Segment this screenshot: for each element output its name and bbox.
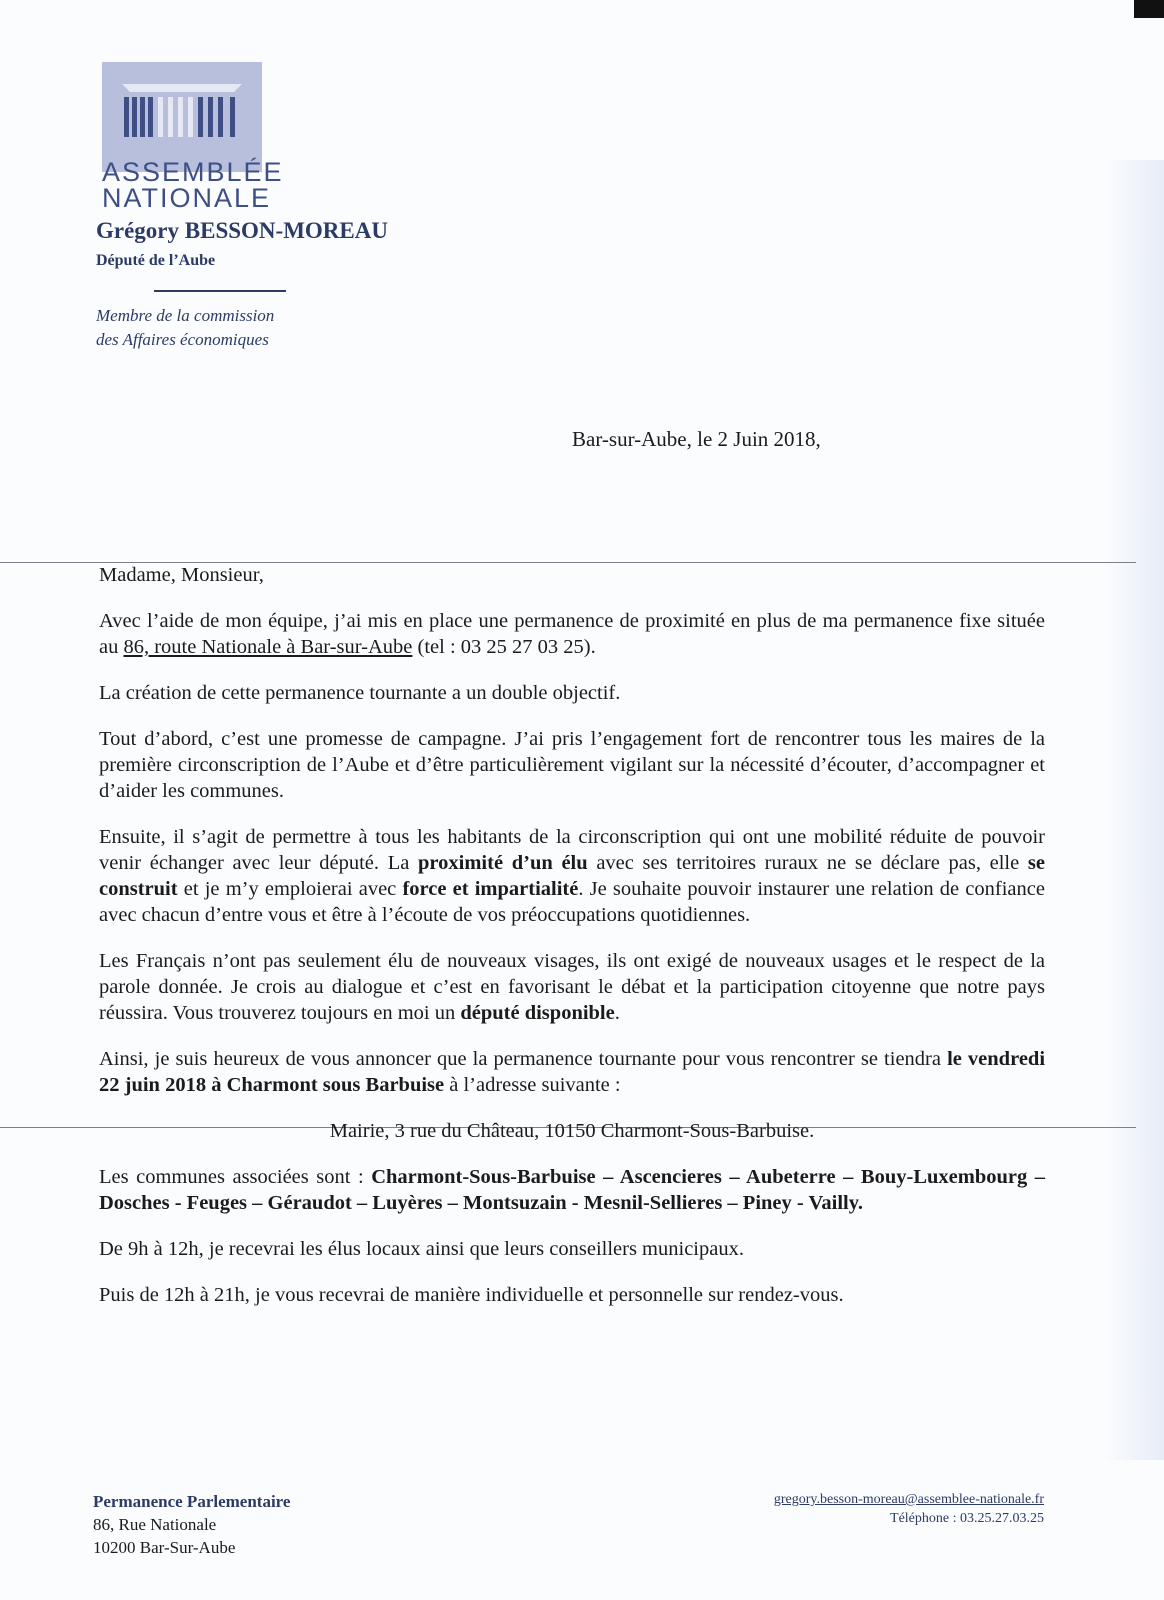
paragraph-6	[99, 1046, 1045, 1098]
paragraph-communes	[99, 1164, 1045, 1216]
mp-title: Député de l’Aube	[96, 252, 216, 269]
letter-date: Bar-sur-Aube, le 2 Juin 2018,	[572, 427, 821, 451]
logo-text-nationale: NATIONALE	[102, 183, 272, 213]
p1-phone: (tel : 03 25 27 03 25).	[412, 636, 596, 658]
letter-body	[99, 562, 1045, 1328]
paragraph-afternoon: Puis de 12h à 21h, je vous recevrai de manière individuelle et personnelle sur rendez-vous.	[99, 1284, 844, 1306]
commission-membership	[96, 304, 274, 352]
commission-line-2: des Affaires économiques	[96, 330, 269, 349]
p4-text-c: avec ses territoires ruraux ne se déclare pas, elle	[587, 852, 1028, 874]
p1-text: Avec l’aide de mon équipe, j’ai mis en place une permanence de proximité en plus de ma permanence fixe située au	[99, 610, 1045, 658]
p4-text-e: et je m’y emploierai avec	[177, 878, 403, 900]
colonnade-icon	[102, 62, 262, 172]
footer-city: 10200 Bar-Sur-Aube	[93, 1538, 236, 1557]
paragraph-5	[99, 948, 1045, 1026]
salutation: Madame, Monsieur,	[99, 564, 264, 586]
p4-bold-construit: se construit	[99, 852, 1045, 900]
logo-text-assemblee: ASSEMBLÉE	[102, 157, 284, 187]
paragraph-3: Tout d’abord, c’est une promesse de campagne. J’ai pris l’engagement fort de rencontrer tous les maires de la première circonscription de l’Aube et d’être particulièrement vigilant sur la nécessité d’écouter, d’accompagner et d’aider les communes.	[99, 728, 1045, 802]
footer-phone: Téléphone : 03.25.27.03.25	[890, 1511, 1044, 1526]
communes-list: Charmont-Sous-Barbuise – Ascencieres – Aubeterre – Bouy-Luxembourg – Dosches - Feuges – Géraudot – Luyères – Montsuzain - Mesnil-Sellieres – Piney - Vailly.	[99, 1166, 1045, 1214]
footer-street: 86, Rue Nationale	[93, 1515, 217, 1534]
mp-name: Grégory BESSON-MOREAU	[96, 218, 388, 243]
footer-office	[93, 1490, 290, 1559]
paragraph-4	[99, 824, 1045, 928]
commission-line-1: Membre de la commission	[96, 306, 275, 325]
header-divider	[154, 290, 286, 292]
footer-email-link[interactable]: gregory.besson-moreau@assemblee-nationale.fr	[773, 1492, 1044, 1507]
communes-label: Les communes associées sont :	[99, 1166, 372, 1188]
assemblee-nationale-logo	[102, 62, 262, 172]
p6-text-c: à l’adresse suivante :	[444, 1074, 621, 1096]
logo-emblem-box	[102, 62, 262, 172]
footer-office-label: Permanence Parlementaire	[93, 1492, 291, 1511]
p5-text-c: .	[614, 1002, 620, 1024]
p4-bold-impartialite: force et impartialité	[402, 878, 579, 900]
p4-text-a: Ensuite, il s’agit de permettre à tous les habitants de la circonscription qui ont une mobilité réduite de pouvoir venir échanger avec leur député. La	[99, 826, 1045, 874]
paragraph-1	[99, 608, 1045, 660]
p6-text-a: Ainsi, je suis heureux de vous annoncer que la permanence tournante pour vous rencontrer se tiendra	[99, 1048, 948, 1070]
footer-contact	[774, 1490, 1044, 1528]
scan-tint	[1104, 160, 1164, 1460]
p4-bold-proximite: proximité d’un élu	[418, 852, 588, 874]
p5-bold-depute: député disponible	[460, 1002, 615, 1024]
paragraph-2: La création de cette permanence tournante a un double objectif.	[99, 682, 621, 704]
office-address: 86, route Nationale à Bar-sur-Aube	[123, 636, 413, 658]
p6-bold-date-place: le vendredi 22 juin 2018 à Charmont sous Barbuise	[99, 1048, 1046, 1096]
venue-address: Mairie, 3 rue du Château, 10150 Charmont-Sous-Barbuise.	[329, 1120, 815, 1142]
paragraph-morning: De 9h à 12h, je recevrai les élus locaux ainsi que leurs conseillers municipaux.	[99, 1238, 744, 1260]
p5-text-a: Les Français n’ont pas seulement élu de nouveaux visages, ils ont exigé de nouveaux usages et le respect de la parole donnée. Je crois au dialogue et c’est en favorisant le débat et la participation citoyenne que notre pays réussira. Vous trouverez toujours en moi un	[99, 950, 1045, 1024]
scan-edge	[1134, 0, 1164, 18]
p4-text-g: . Je souhaite pouvoir instaurer une relation de confiance avec chacun d’entre vous et être à l’écoute de vos préoccupations quotidiennes.	[99, 878, 1045, 926]
